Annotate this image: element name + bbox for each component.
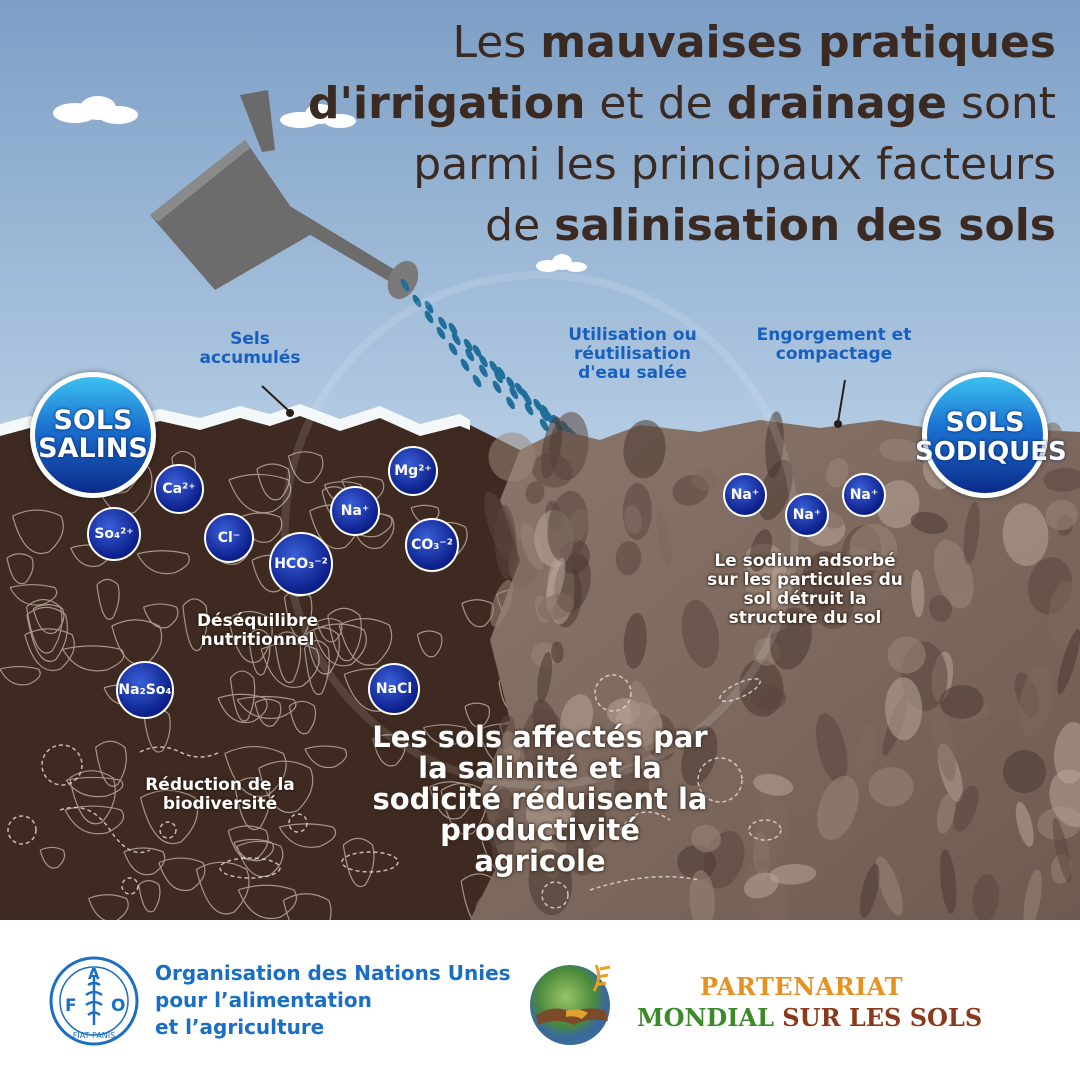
- label-sels-accumules: Sels accumulés: [199, 329, 301, 368]
- ion-na-r2: Na⁺: [785, 493, 829, 537]
- label-biodiversite: Réduction de la biodiversité: [145, 775, 295, 814]
- label-desequilibre: Déséquilibre nutritionnel: [196, 611, 319, 650]
- gsp-logo: [526, 955, 622, 1051]
- ion-na: Na⁺: [330, 486, 380, 536]
- ion-na2so4: Na₂So₄: [116, 661, 174, 719]
- label-eau-salee: Utilisation ou réutilisation d'eau salée: [568, 325, 697, 383]
- label-productivite: Les sols affectés par la salinité et la sodicité réduisent la productivité agricole: [372, 720, 708, 878]
- fao-logo: [48, 955, 140, 1047]
- ion-cl: Cl⁻: [204, 513, 254, 563]
- badge-sols-salins: SOLS SALINS: [30, 372, 156, 498]
- label-sodium: Le sodium adsorbé sur les particules du sol détruit la structure du sol: [707, 551, 903, 628]
- badge-sols-sodiques: SOLS SODIQUES: [922, 372, 1048, 498]
- ion-na-r1: Na⁺: [723, 473, 767, 517]
- fao-motto: FIAT PANIS: [72, 1031, 116, 1040]
- ion-ca: Ca²⁺: [154, 464, 204, 514]
- gsp-name-line1: PARTENARIAT: [700, 972, 903, 1001]
- fao-letter-o: O: [111, 996, 126, 1016]
- ion-hco3: HCO₃⁻²: [269, 532, 333, 596]
- fao-name: Organisation des Nations Unies pour l’alimentation et l’agriculture: [155, 961, 511, 1039]
- ion-mg: Mg²⁺: [388, 446, 438, 496]
- gsp-name-line2: MONDIAL SUR LES SOLS: [637, 1003, 983, 1032]
- fao-letter-f: F: [65, 996, 77, 1016]
- ion-na-r3: Na⁺: [842, 473, 886, 517]
- ion-so4: So₄²⁺: [87, 507, 141, 561]
- ion-nacl: NaCl: [368, 663, 420, 715]
- ion-co3: CO₃⁻²: [405, 518, 459, 572]
- fao-letter-a: A: [88, 965, 100, 983]
- page-title: Les mauvaises pratiques d'irrigation et de drainage sont parmi les principaux facteurs de salinisation des sols: [308, 17, 1056, 251]
- label-engorgement: Engorgement et compactage: [756, 325, 912, 364]
